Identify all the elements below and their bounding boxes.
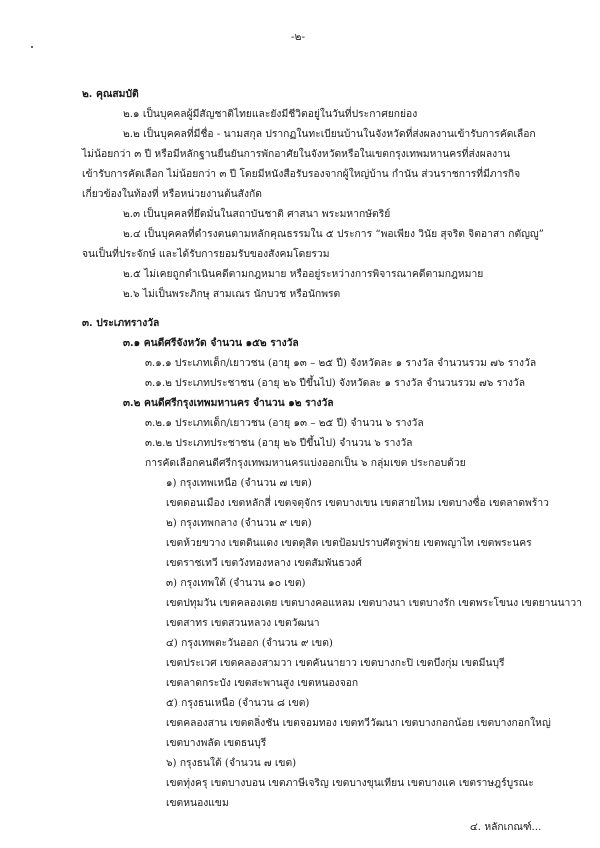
text-line: ๓.๑.๑ ประเภทเด็ก/เยาวชน (อายุ ๑๓ – ๒๕ ปี) จังหวัดละ ๑ รางวัล จำนวนรวม ๗๖ รางวัล: [145, 357, 537, 369]
text-line: ๒.๒ เป็นบุคคลที่มีชื่อ - นามสกุล ปรากฏในทะเบียนบ้านในจังหวัดที่ส่งผลงานเข้ารับการคัดเลือก: [123, 128, 536, 140]
scan-speck: [31, 46, 33, 48]
zone-districts: เขตห้วยขวาง เขตดินแดง เขตดุสิต เขตป้อมปราบศัตรูพ่าย เขตพญาไท เขตพระนคร: [166, 537, 532, 549]
text-line: ๒.๕ ไม่เคยถูกดำเนินคดีตามกฎหมาย หรืออยู่ระหว่างการพิจารณาคดีตามกฎหมาย: [123, 268, 484, 280]
zone-title: ๑) กรุงเทพเหนือ (จำนวน ๗ เขต): [166, 477, 312, 489]
zone-title: ๖) กรุงธนใต้ (จำนวน ๗ เขต): [166, 757, 297, 769]
section-3-heading: ๓. ประเภทรางวัล: [82, 317, 160, 329]
text-line: เข้ารับการคัดเลือก ไม่น้อยกว่า ๓ ปี โดยมีหนังสือรับรองจากผู้ใหญ่บ้าน กำนัน ส่วนราชการที่มีภารกิจ: [82, 168, 521, 180]
subsection-heading: ๓.๒ คนดีศรีกรุงเทพมหานคร จำนวน ๑๒ รางวัล: [123, 397, 334, 409]
zone-districts: เขตประเวศ เขตคลองสามวา เขตคันนายาว เขตบางกะปิ เขตบึงกุ่ม เขตมีนบุรี: [166, 657, 505, 669]
text-line: จนเป็นที่ประจักษ์ และได้รับการยอมรับของสังคมโดยรวม: [82, 248, 330, 260]
zone-districts: เขตดอนเมือง เขตหลักสี่ เขตจตุจักร เขตบางเขน เขตสายไหม เขตบางซื่อ เขตลาดพร้าว: [166, 497, 549, 509]
text-line: ๓.๑.๒ ประเภทประชาชน (อายุ ๒๖ ปีขึ้นไป) จังหวัดละ ๑ รางวัล จำนวนรวม ๗๖ รางวัล: [145, 377, 526, 389]
zone-title: ๕) กรุงธนเหนือ (จำนวน ๘ เขต): [166, 697, 310, 709]
text-line: ๒.๑ เป็นบุคคลผู้มีสัญชาติไทยและยังมีชีวิตอยู่ในวันที่ประกาศยกย่อง: [123, 108, 418, 120]
page-number: -๒-: [291, 31, 306, 43]
text-line: ๒.๓ เป็นบุคคลที่ยึดมั่นในสถาบันชาติ ศาสนา พระมหากษัตริย์: [123, 208, 391, 220]
text-line: เกี่ยวข้องในท้องที่ หรือหน่วยงานต้นสังกัด: [82, 188, 262, 200]
zone-title: ๓) กรุงเทพใต้ (จำนวน ๑๐ เขต): [166, 577, 306, 589]
zone-title: ๔) กรุงเทพตะวันออก (จำนวน ๙ เขต): [166, 637, 333, 649]
text-line: ไม่น้อยกว่า ๓ ปี หรือมีหลักฐานยืนยันการพักอาศัยในจังหวัดหรือในเขตกรุงเทพมหานครที่ส่งผลงาน: [82, 148, 510, 160]
section-2-heading: ๒. คุณสมบัติ: [82, 88, 139, 100]
text-line: ๓.๒.๑ ประเภทเด็ก/เยาวชน (อายุ ๑๓ – ๒๕ ปี) จำนวน ๖ รางวัล: [145, 417, 424, 429]
zone-districts: เขตทุ่งครุ เขตบางบอน เขตภาษีเจริญ เขตบางขุนเทียน เขตบางแค เขตราษฎร์บูรณะ: [166, 777, 534, 789]
zone-districts: เขตราชเทวี เขตวังทองหลาง เขตสัมพันธวงศ์: [166, 557, 362, 569]
zone-districts: เขตบางพลัด เขตธนบุรี: [166, 737, 267, 749]
zone-districts: เขตหนองแขม: [166, 797, 229, 809]
text-line: ๒.๔ เป็นบุคคลที่ดำรงตนตามหลักคุณธรรมใน ๕ ประการ “พอเพียง วินัย สุจริต จิตอาสา กตัญญู”: [123, 228, 544, 240]
text-line: ๒.๖ ไม่เป็นพระภิกษุ สามเณร นักบวช หรือนักพรต: [123, 288, 341, 300]
continuation-marker: ๔. หลักเกณฑ์...: [470, 821, 542, 833]
subsection-heading: ๓.๑ คนดีศรีจังหวัด จำนวน ๑๕๒ รางวัล: [123, 337, 299, 349]
zone-districts: เขตปทุมวัน เขตคลองเตย เขตบางคอแหลม เขตบางนา เขตบางรัก เขตพระโขนง เขตยานนาวา: [166, 597, 582, 609]
zone-districts: เขตคลองสาน เขตตลิ่งชัน เขตจอมทอง เขตทวีวัฒนา เขตบางกอกน้อย เขตบางกอกใหญ่: [166, 717, 551, 729]
zone-districts: เขตสาทร เขตสวนหลวง เขตวัฒนา: [166, 617, 320, 629]
zone-title: ๒) กรุงเทพกลาง (จำนวน ๙ เขต): [166, 517, 312, 529]
text-line: การคัดเลือกคนดีศรีกรุงเทพมหานครแบ่งออกเป็น ๖ กลุ่มเขต ประกอบด้วย: [145, 457, 466, 469]
zone-districts: เขตลาดกระบัง เขตสะพานสูง เขตหนองจอก: [166, 677, 359, 689]
text-line: ๓.๒.๒ ประเภทประชาชน (อายุ ๒๖ ปีขึ้นไป) จำนวน ๖ รางวัล: [145, 437, 413, 449]
